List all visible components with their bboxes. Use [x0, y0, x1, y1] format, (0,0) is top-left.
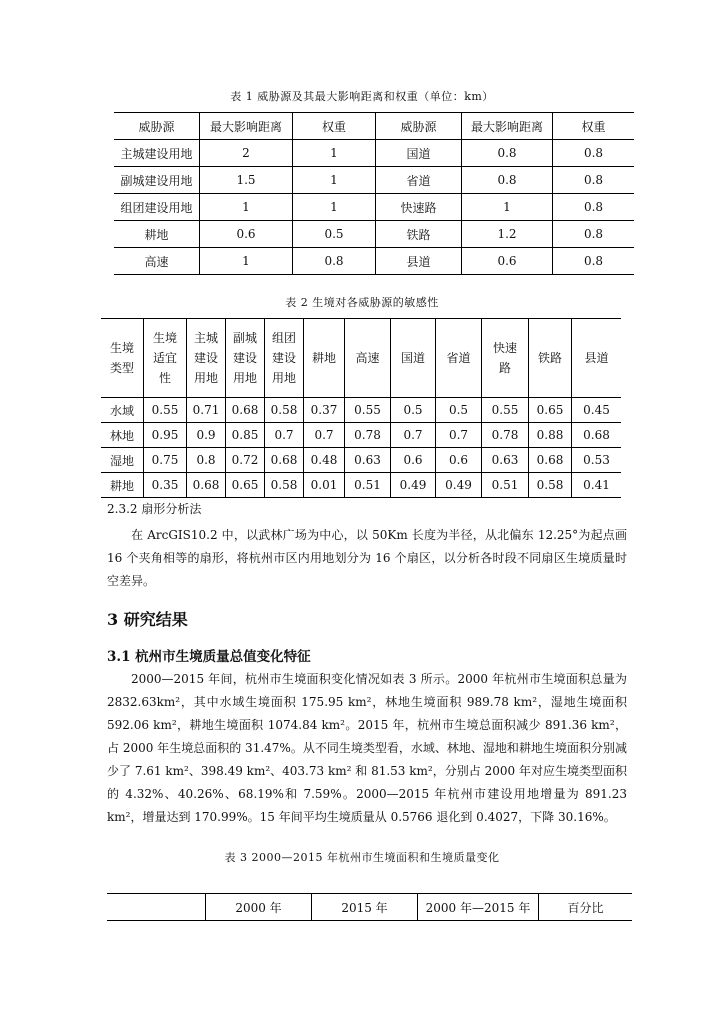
table1-cell: 1 — [200, 248, 293, 275]
table2-cell: 0.7 — [436, 423, 482, 448]
table2-cell: 0.63 — [482, 448, 529, 473]
table2-header-row — [101, 319, 621, 398]
table2-cell: 0.58 — [529, 473, 572, 498]
table2 — [101, 318, 621, 498]
header-line: 用地 — [193, 371, 218, 385]
table2-cell: 0.68 — [187, 473, 226, 498]
header-line: 生境 — [152, 331, 177, 345]
header-line: 性 — [158, 371, 171, 385]
header-line: 用地 — [271, 371, 296, 385]
table1-cell: 0.8 — [462, 140, 553, 167]
table3-header-row — [107, 894, 632, 921]
table1-header: 权重 — [293, 113, 376, 140]
table1-cell: 耕地 — [114, 221, 200, 248]
table1-header: 最大影响距离 — [200, 113, 293, 140]
table2-cell: 0.88 — [529, 423, 572, 448]
table2-header — [482, 319, 529, 398]
table2-cell: 0.48 — [304, 448, 345, 473]
table2-cell: 0.78 — [345, 423, 391, 448]
table2-cell: 0.68 — [529, 448, 572, 473]
table2-caption: 表 2 生境对各威胁源的敏感性 — [285, 296, 439, 309]
table-row — [101, 423, 621, 448]
table1-cell: 0.5 — [293, 221, 376, 248]
table2-cell: 0.58 — [265, 473, 304, 498]
table2-cell: 0.95 — [144, 423, 187, 448]
table2-cell: 0.8 — [187, 448, 226, 473]
table1-cell: 0.8 — [553, 167, 635, 194]
table1-header-row — [114, 113, 634, 140]
table2-header — [187, 319, 226, 398]
table2-cell: 耕地 — [109, 478, 134, 493]
table2-cell: 0.35 — [144, 473, 187, 498]
table-row — [114, 140, 634, 167]
header-line: 生境 — [109, 341, 134, 355]
table1-cell: 国道 — [376, 140, 462, 167]
table3-header: 2015 年 — [312, 894, 418, 921]
table2-header — [265, 319, 304, 398]
table-row — [101, 448, 621, 473]
table1-cell: 副城建设用地 — [114, 167, 200, 194]
table2-cell: 0.85 — [226, 423, 265, 448]
table2-cell: 0.5 — [391, 398, 436, 423]
table2-cell: 0.7 — [304, 423, 345, 448]
table2-cell: 水域 — [101, 398, 144, 423]
table1-cell: 1.5 — [200, 167, 293, 194]
table2-cell: 0.6 — [436, 448, 482, 473]
table2-cell: 0.7 — [265, 423, 304, 448]
table2-header: 耕地 — [304, 319, 345, 398]
table2-header — [101, 319, 144, 398]
table1-cell: 省道 — [376, 167, 462, 194]
table2-cell: 0.53 — [572, 448, 622, 473]
table2-header — [226, 319, 265, 398]
table2-cell: 林地 — [101, 423, 144, 448]
table1-cell: 0.6 — [200, 221, 293, 248]
table-row — [101, 398, 621, 423]
table1-cell: 1 — [293, 194, 376, 221]
section-3-heading: 3 研究结果 — [107, 610, 188, 629]
table2-cell: 0.7 — [391, 423, 436, 448]
header-line: 建设 — [271, 351, 296, 365]
section-3-1-body: 2000—2015 年间，杭州市生境面积变化情况如表 3 所示。2000 年杭州市生境面积总量为 2832.63km²，其中水域生境面积 175.95 km²，林地生境面积 989.78 km²，湿地生境面积 592.06 km²，耕地生境面积 1074.84 km²。2015 年，杭州市生境总面积减少 891.36 km²，占 2000 年生境总面积的 31.47%。从不同生境类型看，水域、林地、湿地和耕地生境面积分别减少了 7.61 km²、398.49 km²、403.73 km² 和 81.53 km²，分别占 2000 年对应生境类型面积的 4.32%、40.26%、68.19%和 7.59%。2000—2015 年杭州市建设用地增量为 891.23 km²，增量达到 170.99%。15 年间平均生境质量从 0.5766 退化到 0.4027，下降 30.16%。 — [107, 672, 627, 824]
header-line: 建设 — [193, 351, 218, 365]
table2-cell: 0.55 — [482, 398, 529, 423]
table1-cell: 0.8 — [293, 248, 376, 275]
table2-cell: 湿地 — [101, 448, 144, 473]
table2-header: 县道 — [572, 319, 622, 398]
table1-cell: 主城建设用地 — [114, 140, 200, 167]
table1-cell: 1 — [200, 194, 293, 221]
table3-header: 2000 年—2015 年 — [418, 894, 539, 921]
table2-cell: 0.41 — [572, 473, 622, 498]
table1-header: 权重 — [553, 113, 635, 140]
table2-cell: 0.58 — [265, 398, 304, 423]
table1-cell: 0.8 — [553, 221, 635, 248]
header-line: 组团 — [271, 331, 296, 345]
table2-cell: 0.65 — [529, 398, 572, 423]
table2-cell: 0.63 — [345, 448, 391, 473]
table3-caption: 表 3 2000—2015 年杭州市生境面积和生境质量变化 — [224, 851, 500, 864]
table1-cell: 1 — [293, 167, 376, 194]
table1-header: 最大影响距离 — [462, 113, 553, 140]
section-3-1-heading: 3.1 杭州市生境质量总值变化特征 — [107, 649, 311, 665]
header-line: 主城 — [193, 331, 218, 345]
table3-header: 2000 年 — [206, 894, 312, 921]
table1-cell: 铁路 — [376, 221, 462, 248]
header-line: 类型 — [109, 361, 134, 375]
table1-cell: 0.8 — [553, 194, 635, 221]
table2-cell: 0.49 — [436, 473, 482, 498]
table2-cell: 0.55 — [144, 398, 187, 423]
header-line: 快速 — [492, 341, 517, 355]
table2-cell: 0.49 — [391, 473, 436, 498]
table1 — [114, 112, 634, 275]
table3-header — [107, 894, 206, 921]
table1-cell: 0.6 — [462, 248, 553, 275]
table2-cell: 0.78 — [482, 423, 529, 448]
table2-cell: 0.9 — [187, 423, 226, 448]
table2-header: 铁路 — [529, 319, 572, 398]
table2-header: 高速 — [345, 319, 391, 398]
table-row — [101, 473, 621, 498]
table2-cell: 0.55 — [345, 398, 391, 423]
table-row — [114, 194, 634, 221]
table2-cell: 0.65 — [226, 473, 265, 498]
table2-cell: 0.5 — [436, 398, 482, 423]
table2-cell: 0.51 — [482, 473, 529, 498]
table2-cell: 0.6 — [391, 448, 436, 473]
table1-header: 威胁源 — [376, 113, 462, 140]
table2-cell: 0.72 — [226, 448, 265, 473]
table1-cell: 县道 — [376, 248, 462, 275]
table-row — [114, 221, 634, 248]
table1-cell: 0.8 — [553, 140, 635, 167]
table1-cell: 2 — [200, 140, 293, 167]
table1-cell: 1 — [462, 194, 553, 221]
header-line: 用地 — [232, 371, 257, 385]
table2-cell: 0.71 — [187, 398, 226, 423]
section-2-3-2-heading: 2.3.2 扇形分析法 — [107, 502, 202, 516]
table3-header: 百分比 — [539, 894, 633, 921]
table2-cell: 0.68 — [572, 423, 622, 448]
table2-cell: 0.45 — [572, 398, 622, 423]
table1-cell: 组团建设用地 — [114, 194, 200, 221]
table1-cell: 快速路 — [376, 194, 462, 221]
table1-cell: 高速 — [144, 254, 169, 269]
table1-cell: 0.8 — [553, 248, 635, 275]
table1-caption: 表 1 威胁源及其最大影响距离和权重（单位：km） — [230, 90, 494, 103]
table1-header: 威胁源 — [114, 113, 200, 140]
table1-cell: 1.2 — [462, 221, 553, 248]
table2-header — [144, 319, 187, 398]
header-line: 适宜 — [152, 351, 177, 365]
section-2-3-2-body: 在 ArcGIS10.2 中，以武林广场为中心，以 50Km 长度为半径，从北偏东 12.25°为起点画 16 个夹角相等的扇形，将杭州市区内用地划分为 16 个扇区，以分析各时段不同扇区生境质量时空差异。 — [107, 528, 627, 588]
table-row — [114, 167, 634, 194]
table2-header: 省道 — [436, 319, 482, 398]
table1-cell: 1 — [293, 140, 376, 167]
table2-header: 国道 — [391, 319, 436, 398]
table2-cell: 0.68 — [265, 448, 304, 473]
table2-cell: 0.75 — [144, 448, 187, 473]
header-line: 副城 — [232, 331, 257, 345]
header-line: 建设 — [232, 351, 257, 365]
table2-cell: 0.68 — [226, 398, 265, 423]
header-line: 路 — [498, 361, 511, 375]
table2-cell: 0.01 — [304, 473, 345, 498]
table2-cell: 0.51 — [345, 473, 391, 498]
table1-cell: 0.8 — [462, 167, 553, 194]
table2-cell: 0.37 — [304, 398, 345, 423]
table3 — [107, 893, 632, 921]
table-row — [114, 248, 634, 275]
